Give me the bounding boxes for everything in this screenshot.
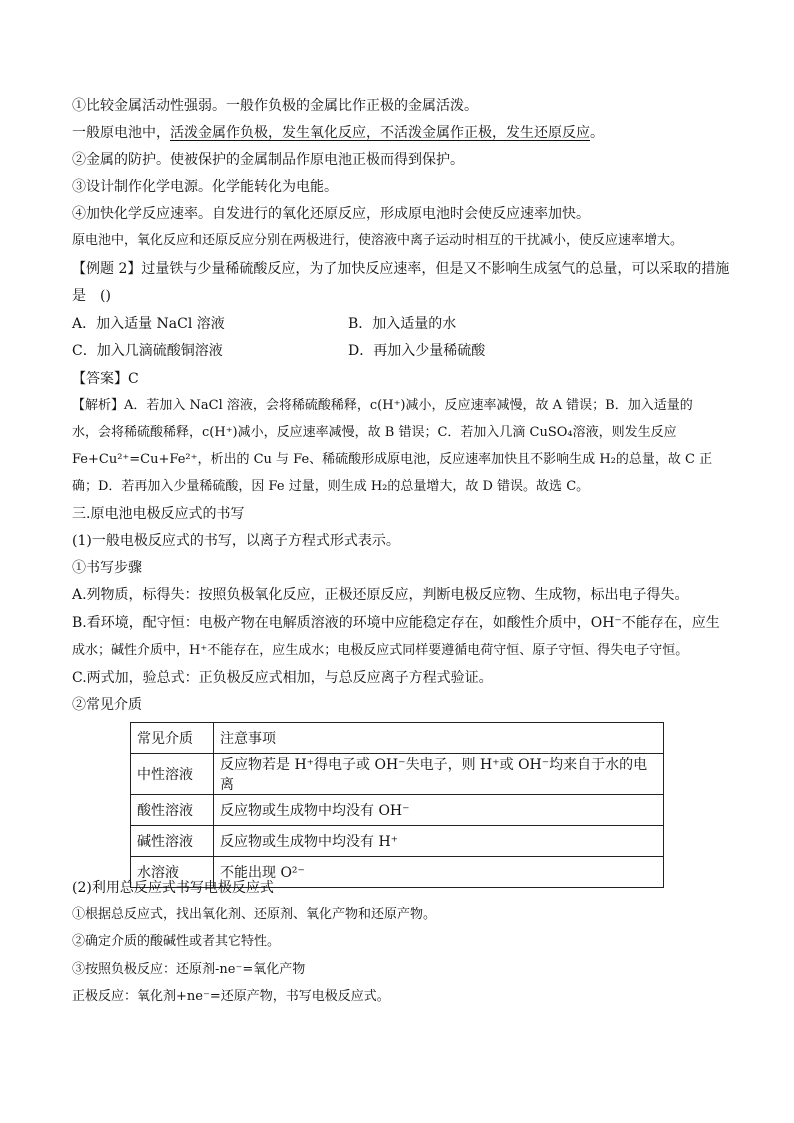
text-line-step-c: C.两式加，验总式：正负极反应式相加，与总反应离子方程式验证。 — [72, 670, 493, 686]
table-header-cell: 常见介质 — [131, 723, 214, 754]
table-row — [131, 795, 664, 826]
text-line: ①根据总反应式，找出氧化剂、还原剂、氧化产物和还原产物。 — [72, 907, 437, 922]
option-d: D．再加入少量稀硫酸 — [348, 343, 486, 359]
text-line: ②确定介质的酸碱性或者其它特性。 — [72, 934, 281, 949]
example-question: 【例题 2】过量铁与少量稀硫酸反应，为了加快反应速率，但是又不影响生成氢气的总量，可以采取的措施 — [72, 261, 730, 277]
text-line: ③按照负极反应：还原剂-ne⁻=氧化产物 — [72, 962, 306, 977]
text-line-media: ②常见介质 — [72, 697, 142, 713]
text-line: 正极反应：氧化剂+ne⁻=还原产物，书写电极反应式。 — [72, 989, 390, 1004]
answer: 【答案】C — [72, 371, 139, 387]
table-cell: 碱性溶液 — [131, 826, 214, 857]
option-b: B．加入适量的水 — [348, 316, 457, 332]
text-line-compare-activity: ①比较金属活动性强弱。一般作负极的金属比作正极的金属活泼。 — [72, 98, 478, 114]
text-line-step-b: B.看环境，配守恒：电极产物在电解质溶液的环境中应能稳定存在，如酸性介质中，OH⁻不能存在，应生 — [72, 615, 720, 631]
table-header-row — [131, 723, 664, 754]
text-segment: 一般原电池中， — [72, 125, 170, 141]
underlined-key-point: 活泼金属作负极，发生氧化反应，不活泼金属作正极，发生还原反应 — [170, 125, 590, 141]
text-line-rate-explanation: 原电池中，氧化反应和还原反应分别在两极进行，使溶液中离子运动时相互的干扰减小，使反应速率增大。 — [72, 233, 684, 248]
media-table — [130, 722, 664, 888]
table-row — [131, 754, 664, 795]
text-line: (1)一般电极反应式的书写，以离子方程式形式表示。 — [72, 533, 400, 549]
text-line: (2)利用总反应式书写电极反应式 — [72, 880, 274, 896]
analysis-line-3: Fe+Cu²⁺=Cu+Fe²⁺，析出的 Cu 与 Fe、稀硫酸形成原电池，反应速率加快且不影响生成 H₂的总量，故 C 正 — [72, 452, 713, 467]
table-cell: 反应物若是 H⁺得电子或 OH⁻失电子，则 H⁺或 OH⁻均来自于水的电离 — [214, 754, 664, 795]
table-cell: 水溶液 — [131, 857, 214, 888]
option-c: C．加入几滴硫酸铜溶液 — [72, 343, 223, 359]
table-row — [131, 826, 664, 857]
text-line-reaction-rate: ④加快化学反应速率。自发进行的氧化还原反应，形成原电池时会使反应速率加快。 — [72, 206, 590, 222]
example-question-cont: 是 () — [72, 288, 111, 304]
text-line-metal-protection: ②金属的防护。使被保护的金属制品作原电池正极而得到保护。 — [72, 152, 464, 168]
text-segment: 。 — [590, 125, 604, 141]
text-line-general-cell — [72, 123, 732, 143]
analysis-line-2: 水，会将稀硫酸稀释，c(H⁺)减小，反应速率减慢，故 B 错误；C．若加入几滴 CuSO₄溶液，则发生反应 — [72, 425, 677, 440]
table-cell: 酸性溶液 — [131, 795, 214, 826]
option-a: A．加入适量 NaCl 溶液 — [72, 316, 225, 332]
section-title: 三.原电池电极反应式的书写 — [72, 506, 245, 522]
text-line-chemical-source: ③设计制作化学电源。化学能转化为电能。 — [72, 179, 338, 195]
text-line-step-a: A.列物质，标得失：按照负极氧化反应，正极还原反应，判断电极反应物、生成物，标出电子得失。 — [72, 587, 689, 603]
analysis-line-4: 确；D．若再加入少量稀硫酸，因 Fe 过量，则生成 H₂的总量增大，故 D 错误。故选 C。 — [72, 479, 590, 494]
table-cell: 反应物或生成物中均没有 H⁺ — [214, 826, 664, 857]
analysis-line-1: 【解析】A．若加入 NaCl 溶液，会将稀硫酸稀释，c(H⁺)减小，反应速率减慢，故 A 错误；B．加入适量的 — [72, 398, 693, 413]
text-line: ①书写步骤 — [72, 560, 142, 576]
table-cell: 反应物或生成物中均没有 OH⁻ — [214, 795, 664, 826]
table-cell: 中性溶液 — [131, 754, 214, 795]
text-line-step-b-cont: 成水；碱性介质中，H⁺不能存在，应生成水；电极反应式同样要遵循电荷守恒、原子守恒、得失电子守恒。 — [72, 643, 689, 658]
table-cell: 不能出现 O²⁻ — [214, 857, 664, 888]
table-header-cell: 注意事项 — [214, 723, 664, 754]
